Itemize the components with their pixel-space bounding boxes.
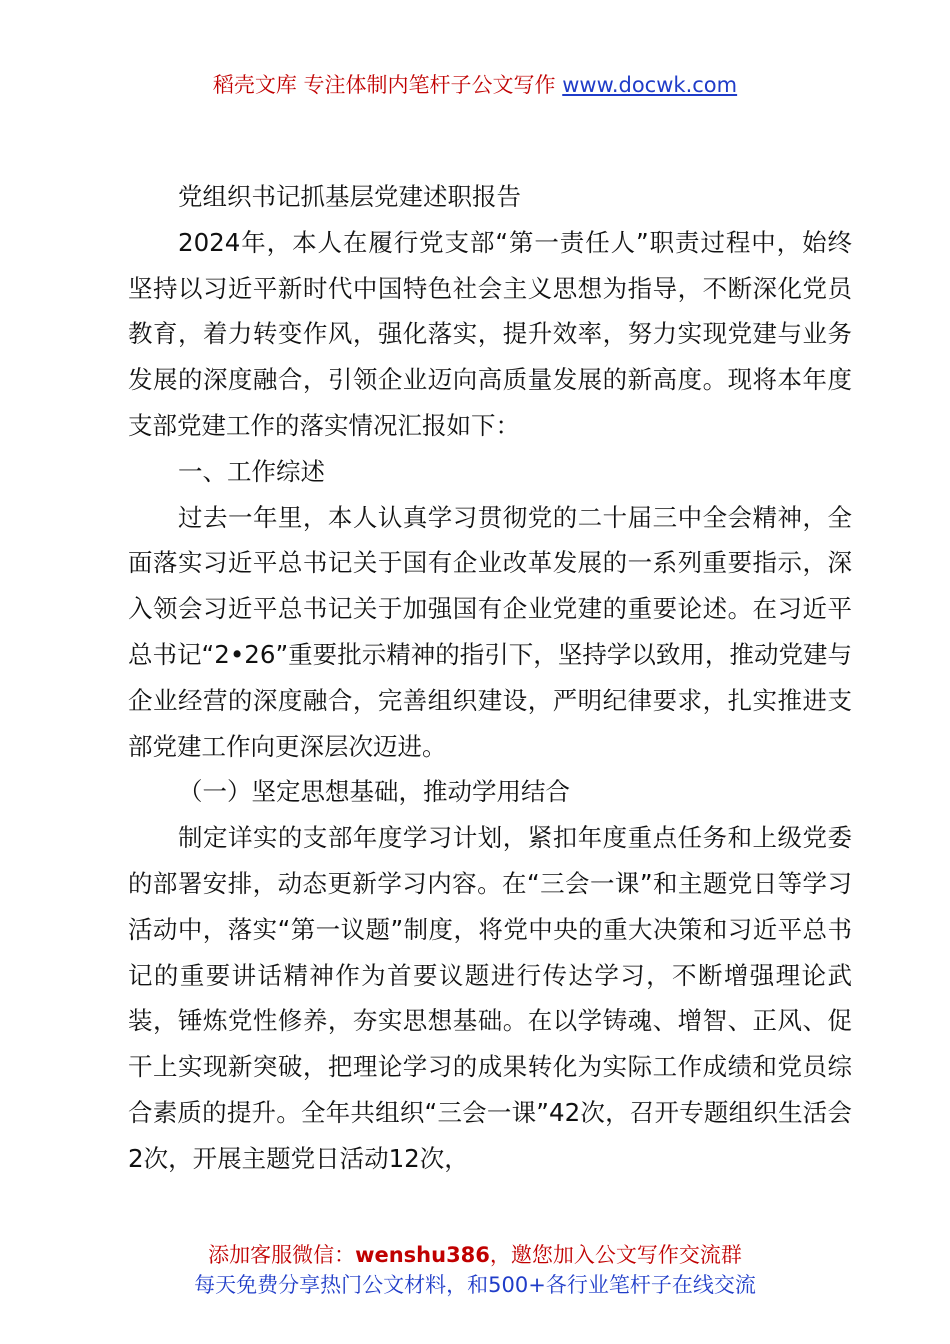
section-heading-work-summary: 一、工作综述 bbox=[178, 456, 325, 486]
subsection-heading-1: （一）坚定思想基础，推动学用结合 bbox=[178, 777, 570, 807]
document-title: 党组织书记抓基层党建述职报告 bbox=[178, 182, 521, 211]
document-body bbox=[128, 174, 852, 1182]
paragraph-study-plan: 制定详实的支部年度学习计划，紧扣年度重点任务和上级党委的部署安排，动态更新学习内容。在“三会一课”和主题党日等学习活动中，落实“第一议题”制度，将党中央的重大决策和习近平总书记的重要讲话精神作为首要议题进行传达学习，不断增强理论武装，锤炼党性修养，夯实思想基础。在以学铸魂、增智、正风、促干上实现新突破，把理论学习的成果转化为实际工作成绩和党员综合素质的提升。全年共组织“三会一课”42次，召开专题组织生活会2次，开展主题党日活动12次， bbox=[128, 823, 852, 1173]
header-website-link[interactable]: www.docwk.com bbox=[562, 73, 738, 97]
paragraph-intro: 2024年，本人在履行党支部“第一责任人”职责过程中，始终坚持以习近平新时代中国特色社会主义思想为指导，不断深化党员教育，着力转变作风，强化落实，提升效率，努力实现党建与业务发展的深度融合，引领企业迈向高质量发展的新高度。现将本年度支部党建工作的落实情况汇报如下： bbox=[128, 227, 852, 440]
footer-wechat-id: wenshu386 bbox=[355, 1243, 490, 1267]
page-footer bbox=[0, 1240, 950, 1300]
footer-wechat-prefix: 添加客服微信： bbox=[208, 1243, 356, 1267]
footer-share-line: 每天免费分享热门公文材料，和500+各行业笔杆子在线交流 bbox=[194, 1273, 756, 1297]
footer-wechat-line bbox=[0, 1240, 950, 1270]
footer-wechat-suffix: ，邀您加入公文写作交流群 bbox=[489, 1243, 742, 1267]
page-header bbox=[0, 70, 950, 100]
header-brand-text: 稻壳文库 专注体制内笔杆子公文写作 bbox=[212, 73, 563, 97]
paragraph-work-summary: 过去一年里，本人认真学习贯彻党的二十届三中全会精神，全面落实习近平总书记关于国有企业改革发展的一系列重要指示，深入领会习近平总书记关于加强国有企业党建的重要论述。在习近平总书记“2•26”重要批示精神的指引下，坚持学以致用，推动党建与企业经营的深度融合，完善组织建设，严明纪律要求，扎实推进支部党建工作向更深层次迈进。 bbox=[128, 502, 852, 761]
